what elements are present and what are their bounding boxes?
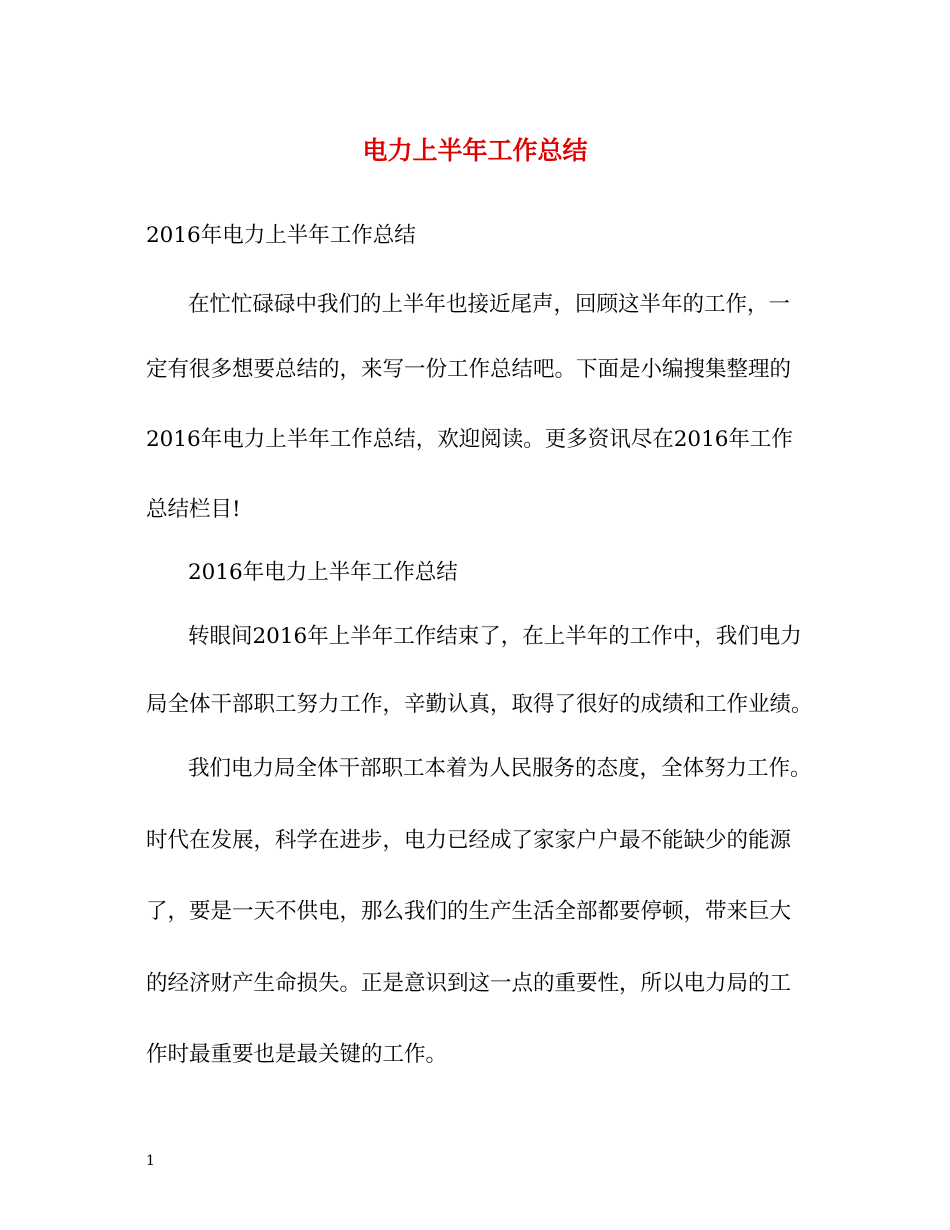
paragraph-3-line-3: 了，要是一天不供电，那么我们的生产生活全部都要停顿，带来巨大 <box>146 899 792 924</box>
paragraph-3-line-2: 时代在发展，科学在进步，电力已经成了家家户户最不能缺少的能源 <box>146 828 792 853</box>
paragraph-2-line-2: 局全体干部职工努力工作，辛勤认真，取得了很好的成绩和工作业绩。 <box>146 692 813 717</box>
paragraph-1-line-2: 定有很多想要总结的，来写一份工作总结吧。下面是小编搜集整理的 <box>146 357 792 382</box>
paragraph-3-line-5: 作时最重要也是最关键的工作。 <box>146 1042 448 1067</box>
paragraph-1-line-3: 2016年电力上半年工作总结，欢迎阅读。更多资讯尽在2016年工作 <box>146 427 793 452</box>
document-title: 电力上半年工作总结 <box>362 136 588 165</box>
paragraph-1-line-1: 在忙忙碌碌中我们的上半年也接近尾声，回顾这半年的工作，一 <box>188 292 791 317</box>
document-subtitle: 2016年电力上半年工作总结 <box>146 223 416 248</box>
paragraph-3-line-1: 我们电力局全体干部职工本着为人民服务的态度，全体努力工作。 <box>188 756 812 781</box>
paragraph-1-line-4: 总结栏目! <box>146 497 241 522</box>
section-heading: 2016年电力上半年工作总结 <box>188 560 458 585</box>
paragraph-2-line-1: 转眼间2016年上半年工作结束了，在上半年的工作中，我们电力 <box>188 624 802 649</box>
paragraph-3-line-4: 的经济财产生命损失。正是意识到这一点的重要性，所以电力局的工 <box>146 971 792 996</box>
page-number: 1 <box>146 1153 155 1169</box>
